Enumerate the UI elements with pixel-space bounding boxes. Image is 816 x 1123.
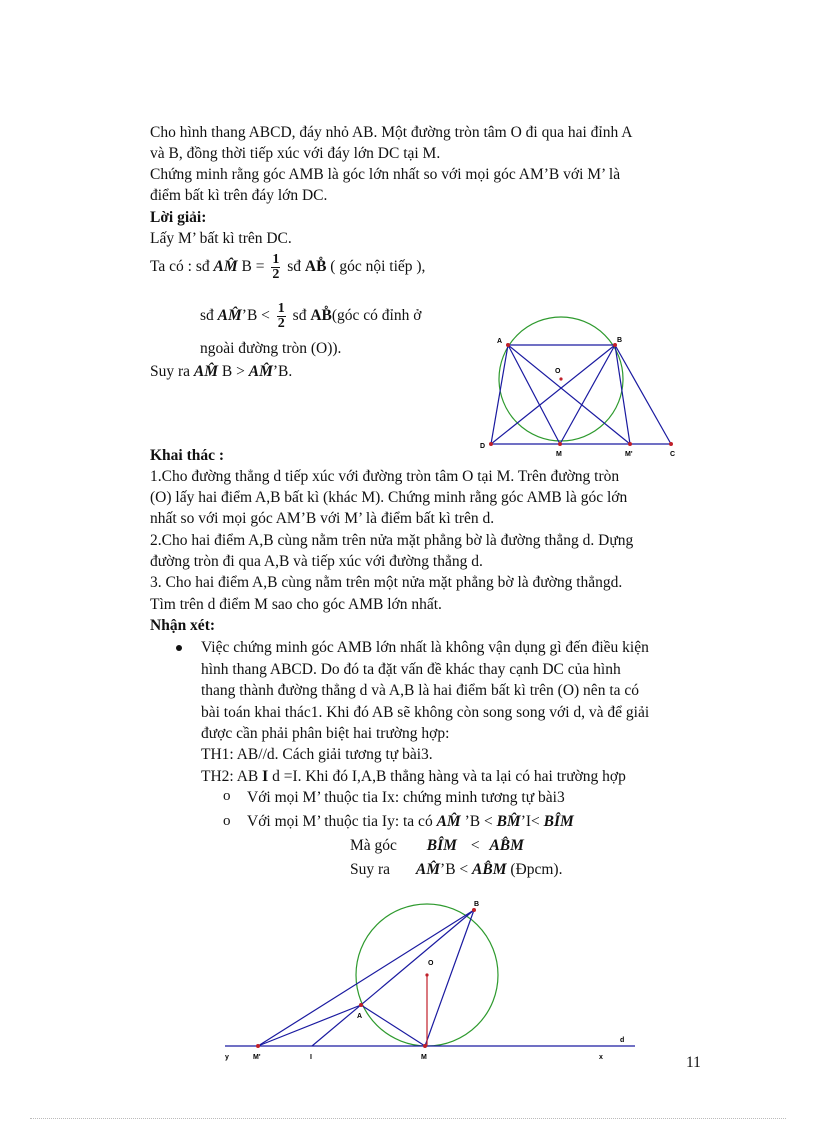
eq1-angle: AM̂ xyxy=(213,258,238,276)
fig2-label-B: B xyxy=(474,901,480,908)
concl-prefix: Suy ra xyxy=(150,363,191,380)
fig2-point-M xyxy=(423,1044,427,1048)
page-number: 11 xyxy=(686,1054,701,1071)
problem-line-2: và B, đồng thời tiếp xúc với đáy lớn DC tại M. xyxy=(150,145,441,162)
eq1-fraction xyxy=(271,253,280,282)
fig1-seg-DB xyxy=(491,345,615,444)
sub-bullet-1: o xyxy=(223,788,231,804)
fig1-point-M xyxy=(558,442,562,446)
problem-line-3: Chứng minh rằng góc AMB là góc lớn nhất so với mọi góc AM’B với M’ là xyxy=(150,166,621,183)
sub2-angle-1: AM̂ xyxy=(436,813,461,830)
fig1-point-M2 xyxy=(628,442,632,446)
eq2-angle: AM̂ xyxy=(217,307,242,325)
concl-angle-1: AM̂ xyxy=(193,363,219,380)
remark-line-3: thang thành đường thẳng d và A,B là hai điểm bất kì trên (O) nên ta có xyxy=(201,682,640,699)
suy-ra-angle-1: AM̂ xyxy=(415,861,441,878)
fig2-label-O: O xyxy=(428,960,434,967)
remark-case-1: TH1: AB//d. Cách giải tương tự bài3. xyxy=(201,746,433,763)
fig1-label-B: B xyxy=(617,337,623,344)
eq1-frac-den: 2 xyxy=(272,267,280,282)
fig2-point-O xyxy=(425,973,428,976)
fig1-point-O xyxy=(559,377,562,380)
fig1-point-A xyxy=(506,343,510,347)
fig1-seg-AD xyxy=(491,345,508,444)
fig2-label-M2: M' xyxy=(253,1054,261,1061)
fig2-label-M: M xyxy=(421,1054,427,1061)
problem-line-1: Cho hình thang ABCD, đáy nhỏ AB. Một đường tròn tâm O đi qua hai đỉnh A xyxy=(150,124,633,141)
suy-ra-suffix: (Đpcm). xyxy=(510,861,563,878)
fig2-seg-MA xyxy=(361,1005,425,1046)
exploit-line-2: (O) lấy hai điểm A,B bất kì (khác M). Chứng minh rằng góc AMB là góc lớn xyxy=(150,489,628,506)
fig2-point-B xyxy=(472,908,476,912)
eq2-prefix: sđ xyxy=(200,307,214,325)
suy-ra-line xyxy=(350,860,562,879)
equation-2 xyxy=(200,302,421,331)
sub2-text-2: ’I< xyxy=(520,813,540,830)
conclusion-line xyxy=(150,362,292,381)
solution-line-1: Lấy M’ bất kì trên DC. xyxy=(150,230,292,247)
problem-line-4: điểm bất kì trên đáy lớn DC. xyxy=(150,187,328,204)
fig1-label-A: A xyxy=(497,338,503,345)
bullet-dot xyxy=(176,645,182,651)
eq2-suffix: (góc có đỉnh ở xyxy=(331,307,422,325)
suy-ra-prefix: Suy ra xyxy=(350,861,391,878)
fig2-label-d: d xyxy=(620,1037,625,1044)
exploit-heading: Khai thác : xyxy=(150,447,225,464)
ma-goc-lt: < xyxy=(470,837,480,854)
figure-tangent-line-circle xyxy=(215,893,645,1073)
figure-trapezoid-circle xyxy=(475,308,685,460)
sub2-prefix: Với mọi M’ thuộc tia Iy: ta có xyxy=(247,813,433,830)
fig2-point-A xyxy=(359,1003,363,1007)
eq1-arc: AB̊ xyxy=(304,258,327,276)
eq2-arc: AB̊ xyxy=(310,307,332,325)
eq1-suffix: ( góc nội tiếp ), xyxy=(330,258,426,276)
remark-line-1: Việc chứng minh góc AMB lớn nhất là không vận dụng gì đến điều kiện xyxy=(201,639,649,656)
exploit-line-1: 1.Cho đường thẳng d tiếp xúc với đường tròn tâm O tại M. Trên đường tròn xyxy=(150,468,620,485)
concl-suffix: ’B. xyxy=(272,363,293,380)
eq2-sd: sđ xyxy=(292,307,307,325)
exploit-line-5: đường tròn đi qua A,B và tiếp xúc với đường thẳng d. xyxy=(150,553,483,570)
fig1-label-C: C xyxy=(670,451,676,458)
fig2-label-y: y xyxy=(225,1054,229,1061)
th2-prefix: TH2: AB xyxy=(201,768,259,785)
equation-2-continued: ngoài đường tròn (O)). xyxy=(200,340,342,357)
sub2-angle-2: BM̂ xyxy=(496,813,521,830)
suy-ra-angle-2: AB̂M xyxy=(472,861,507,878)
fig2-seg-M2A xyxy=(258,1005,361,1046)
solution-heading: Lời giải: xyxy=(150,209,207,226)
concl-angle-2: AM̂ xyxy=(248,363,273,380)
th2-intersect-symbol: I xyxy=(262,768,269,785)
remark-case-2 xyxy=(201,767,626,786)
exploit-line-7: Tìm trên d điểm M sao cho góc AMB lớn nhất. xyxy=(150,596,442,613)
eq2-frac-num: 1 xyxy=(277,301,285,316)
eq2-mid: ’B < xyxy=(241,307,270,325)
fig1-label-M2: M' xyxy=(625,451,633,458)
th2-text: d =I. Khi đó I,A,B thẳng hàng và ta lại có hai trường hợp xyxy=(272,768,626,785)
ma-goc-line xyxy=(350,836,524,855)
equation-1 xyxy=(150,253,425,282)
fig1-label-O: O xyxy=(555,368,561,375)
eq1-mid: B = xyxy=(241,258,265,276)
exploit-line-6: 3. Cho hai điểm A,B cùng nằm trên một nửa mặt phẳng bờ là đường thẳngd. xyxy=(150,574,623,591)
ma-goc-angle-2: AB̂M xyxy=(489,837,524,854)
ma-goc-angle-1: BÎM xyxy=(426,837,457,854)
fig2-label-A: A xyxy=(357,1013,363,1020)
eq2-frac-den: 2 xyxy=(277,316,285,331)
fig1-label-D: D xyxy=(480,443,486,450)
fig2-label-I: I xyxy=(310,1054,312,1061)
sub2-angle-3: BÎM xyxy=(543,813,574,830)
suy-ra-text: ’B < xyxy=(440,861,469,878)
fig2-label-x: x xyxy=(599,1054,603,1061)
fig1-point-D xyxy=(489,442,493,446)
exploit-line-3: nhất so với mọi góc AM’B với M’ là điểm bất kì trên d. xyxy=(150,510,495,527)
sub-bullet-2: o xyxy=(223,813,231,829)
fig1-label-M: M xyxy=(556,451,562,458)
sub2-text-1: ’B < xyxy=(464,813,493,830)
fig2-point-M2 xyxy=(256,1044,260,1048)
concl-mid: B > xyxy=(221,363,245,380)
remark-line-5: được cần phải phân biệt hai trường hợp: xyxy=(201,725,450,742)
fig2-seg-M2B xyxy=(258,910,474,1046)
sub-case-1: Với mọi M’ thuộc tia Ix: chứng minh tương tự bài3 xyxy=(247,789,565,806)
fig1-seg-BC xyxy=(615,345,671,444)
footer-rule xyxy=(30,1118,786,1119)
remark-line-2: hình thang ABCD. Do đó ta đặt vấn đề khác thay cạnh DC của hình xyxy=(201,661,621,678)
exploit-line-4: 2.Cho hai điểm A,B cùng nằm trên nửa mặt phẳng bờ là đường thẳng d. Dựng xyxy=(150,532,634,549)
eq1-prefix: Ta có : sđ xyxy=(150,258,210,276)
eq2-fraction xyxy=(277,302,286,331)
remark-line-4: bài toán khai thác1. Khi đó AB sẽ không còn song song với d, và để giải xyxy=(201,704,650,721)
fig1-seg-BM2 xyxy=(615,345,630,444)
fig1-seg-AM2 xyxy=(508,345,630,444)
ma-goc-prefix: Mà góc xyxy=(350,837,397,854)
fig1-point-C xyxy=(669,442,673,446)
eq1-frac-num: 1 xyxy=(272,252,280,267)
sub-case-2 xyxy=(247,812,574,831)
remark-heading: Nhận xét: xyxy=(150,617,216,634)
eq1-sd: sđ xyxy=(287,258,301,276)
